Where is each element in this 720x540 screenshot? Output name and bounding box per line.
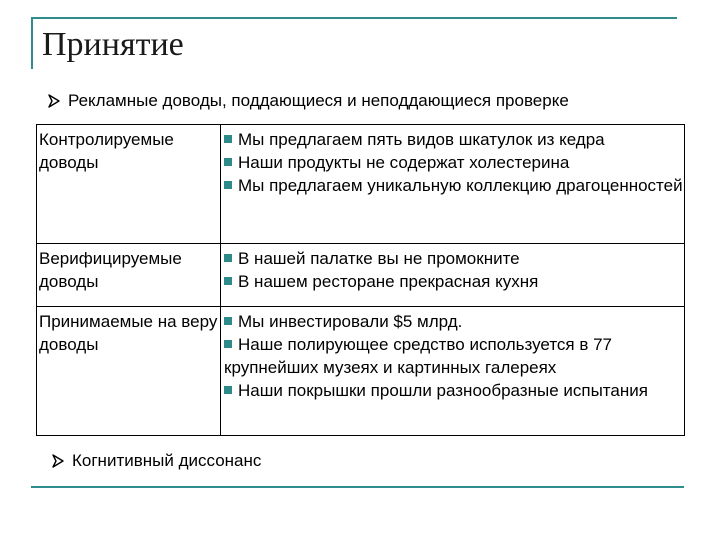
slide-title: Принятие — [42, 26, 184, 63]
square-bullet-icon — [224, 135, 232, 143]
list-item-text: Мы инвестировали $5 млрд. — [238, 312, 463, 331]
arrow-bullet-icon — [46, 93, 62, 109]
row-items — [221, 307, 685, 436]
subheading-text: Рекламные доводы, поддающиеся и неподдающиеся проверке — [68, 91, 569, 110]
table-row — [37, 307, 685, 436]
square-bullet-icon — [224, 181, 232, 189]
list-item — [224, 174, 684, 197]
arrow-bullet-icon — [50, 453, 66, 469]
list-item-text: Наши покрышки прошли разнообразные испытания — [238, 381, 648, 400]
subheading — [46, 90, 569, 112]
list-item-text: В нашей палатке вы не промокните — [238, 249, 520, 268]
list-item — [224, 270, 684, 293]
list-item-text: Мы предлагаем пять видов шкатулок из кедра — [238, 130, 605, 149]
row-items — [221, 125, 685, 244]
table-row — [37, 125, 685, 244]
list-item-text: Мы предлагаем уникальную коллекцию драгоценностей — [238, 176, 683, 195]
square-bullet-icon — [224, 317, 232, 325]
footer-point — [50, 450, 261, 472]
square-bullet-icon — [224, 386, 232, 394]
list-item-text: Наши продукты не содержат холестерина — [238, 153, 570, 172]
square-bullet-icon — [224, 158, 232, 166]
list-item — [224, 128, 684, 151]
list-item-text: В нашем ресторане прекрасная кухня — [238, 272, 539, 291]
footer-point-text: Когнитивный диссонанс — [72, 451, 262, 470]
row-category: Принимаемые на веру доводы — [37, 307, 221, 436]
square-bullet-icon — [224, 254, 232, 262]
table-row — [37, 244, 685, 307]
frame-left-line — [31, 17, 33, 69]
list-item — [224, 333, 684, 379]
list-item — [224, 151, 684, 174]
list-item — [224, 310, 684, 333]
row-category: Контролируемые доводы — [37, 125, 221, 244]
square-bullet-icon — [224, 340, 232, 348]
list-item-text: Наше полирующее средство используется в 77 крупнейших музеях и картинных галереях — [224, 335, 612, 377]
list-item — [224, 379, 684, 402]
arguments-table — [36, 124, 685, 436]
list-item — [224, 247, 684, 270]
square-bullet-icon — [224, 277, 232, 285]
row-items — [221, 244, 685, 307]
frame-bottom-line — [31, 486, 684, 488]
row-category: Верифицируемые доводы — [37, 244, 221, 307]
frame-top-line — [31, 17, 677, 19]
